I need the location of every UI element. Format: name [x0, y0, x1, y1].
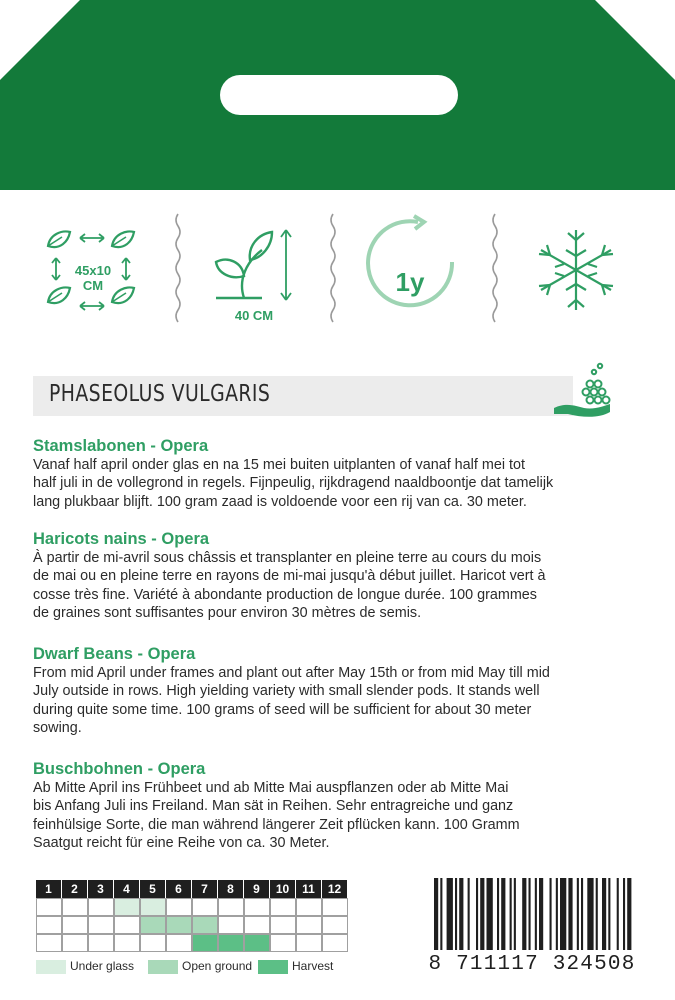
- description-line: lang plukbaar blijft. 100 gram zaad is voldoende voor een rij van ca. 30 meter.: [33, 493, 527, 510]
- latin-name: PHASEOLUS VULGARIS: [49, 381, 271, 407]
- calendar-cell: [322, 934, 348, 952]
- barcode-bar: [476, 878, 478, 950]
- barcode-bar: [581, 878, 583, 950]
- calendar-cell: [166, 916, 192, 934]
- calendar-cell: [114, 916, 140, 934]
- description-text: [33, 664, 634, 738]
- calendar-cell: [322, 898, 348, 916]
- calendar-cell: [218, 934, 244, 952]
- description-line: during quite some time. 100 grams of seed will be sufficient for about 30 meter: [33, 701, 532, 718]
- description-text: [33, 779, 634, 853]
- description-line: feinhülsige Sorte, die man während längerer Zeit pflücken kann. 100 Gramm: [33, 816, 520, 833]
- barcode-bar: [560, 878, 566, 950]
- calendar-cell: [166, 934, 192, 952]
- description-title: Buschbohnen - Opera: [33, 760, 206, 778]
- barcode-bar: [556, 878, 558, 950]
- calendar-cell: [296, 916, 322, 934]
- description-line: de graines sont suffisantes pour environ 30 mètres de semis.: [33, 605, 422, 622]
- growing-info-icons: [0, 210, 675, 340]
- description-line: À partir de mi-avril sous châssis et transplanter en pleine terre au cours du mois: [33, 550, 542, 566]
- calendar-cell: [88, 934, 114, 952]
- calendar-grid: [36, 880, 368, 952]
- calendar-cell: [218, 898, 244, 916]
- calendar-cell: [62, 934, 88, 952]
- barcode-bar: [596, 878, 598, 950]
- barcode-bar: [522, 878, 526, 950]
- calendar-cell: [62, 916, 88, 934]
- snowflake-icon: [539, 230, 613, 310]
- barcode-bar: [487, 878, 493, 950]
- calendar-cell: [88, 916, 114, 934]
- description-section: [33, 645, 643, 738]
- legend-item: [258, 958, 333, 974]
- height-label: 40 CM: [234, 308, 274, 323]
- calendar-cell: [114, 898, 140, 916]
- calendar-month: 6: [166, 880, 192, 898]
- description-title: Stamslabonen - Opera: [33, 437, 209, 455]
- calendar-cell: [114, 934, 140, 952]
- description-section: [33, 437, 643, 511]
- barcode-bar: [447, 878, 453, 950]
- calendar-cell: [296, 934, 322, 952]
- legend-item: [148, 958, 252, 974]
- calendar-cell: [36, 898, 62, 916]
- barcode-bar: [455, 878, 457, 950]
- calendar-cell: [270, 934, 296, 952]
- barcode-bar: [550, 878, 552, 950]
- spacing-label: 45x10 CM: [74, 263, 112, 293]
- hang-hole: [220, 75, 458, 115]
- icon-dividers: [176, 214, 497, 322]
- calendar-cell: [296, 898, 322, 916]
- description-line: Ab Mitte April ins Frühbeet und ab Mitte Mai auspflanzen oder ab Mitte Mai: [33, 780, 509, 796]
- legend-label: Under glass: [70, 959, 135, 973]
- calendar-cell: [36, 934, 62, 952]
- calendar-cell: [270, 916, 296, 934]
- barcode-bar: [577, 878, 579, 950]
- calendar-month: 5: [140, 880, 166, 898]
- calendar-cell: [192, 898, 218, 916]
- calendar-cell: [166, 898, 192, 916]
- legend-swatch: [36, 960, 66, 974]
- description-section: [33, 760, 643, 853]
- calendar-month: 8: [218, 880, 244, 898]
- barcode-bar: [539, 878, 543, 950]
- calendar-cell: [36, 916, 62, 934]
- barcode-bar: [434, 878, 438, 950]
- calendar-month: 4: [114, 880, 140, 898]
- barcode-bar: [501, 878, 505, 950]
- description-text: [33, 456, 634, 511]
- barcode-bar: [468, 878, 470, 950]
- calendar-cell: [244, 916, 270, 934]
- barcode-bar: [459, 878, 463, 950]
- barcode-bar: [627, 878, 631, 950]
- packet-header: [0, 0, 675, 190]
- legend-item: [36, 958, 134, 974]
- description-text: [33, 549, 634, 623]
- calendar-cell: [140, 916, 166, 934]
- description-line: Vanaf half april onder glas en na 15 mei buiten uitplanten of vanaf half mei tot: [33, 457, 526, 473]
- calendar-month: 7: [192, 880, 218, 898]
- barcode-bar: [535, 878, 537, 950]
- barcode-bar: [568, 878, 572, 950]
- calendar-month: 11: [296, 880, 322, 898]
- calendar-month: 12: [322, 880, 348, 898]
- barcode-bar: [617, 878, 619, 950]
- legend-label: Harvest: [292, 959, 334, 973]
- barcode-number: 8 711117 324508: [422, 953, 642, 976]
- calendar-cell: [322, 916, 348, 934]
- calendar-cell: [192, 916, 218, 934]
- calendar-cell: [218, 916, 244, 934]
- calendar-cell: [88, 898, 114, 916]
- legend-swatch: [258, 960, 288, 974]
- barcode-bar: [480, 878, 484, 950]
- barcode-bar: [529, 878, 531, 950]
- description-line: July outside in rows. High yielding variety with small slender pods. It stands well: [33, 683, 540, 700]
- barcode-bar: [602, 878, 606, 950]
- description-line: half juli in de vollegrond in regels. Fijnpeulig, rijkdragend naaldboontje dat tamelijk: [33, 475, 554, 492]
- sowing-calendar: [36, 880, 368, 952]
- calendar-cell: [244, 898, 270, 916]
- barcode-bar: [510, 878, 512, 950]
- calendar-cell: [270, 898, 296, 916]
- calendar-cell: [62, 898, 88, 916]
- barcode-bar: [514, 878, 516, 950]
- seed-sowing-icon: [548, 356, 618, 426]
- barcode-bar: [440, 878, 442, 950]
- calendar-month: 3: [88, 880, 114, 898]
- calendar-month: 9: [244, 880, 270, 898]
- barcode-bar: [497, 878, 499, 950]
- calendar-month: 2: [62, 880, 88, 898]
- description-title: Haricots nains - Opera: [33, 530, 210, 548]
- description-line: cosse très fine. Variété à abondante production de longue durée. 100 grammes: [33, 586, 537, 603]
- description-section: [33, 530, 643, 623]
- description-line: bis Anfang Juli ins Freiland. Man sät in Reihen. Sehr entragreiche und ganz: [33, 798, 514, 815]
- calendar-cell: [192, 934, 218, 952]
- legend-label: Open ground: [182, 959, 253, 973]
- description-title: Dwarf Beans - Opera: [33, 645, 196, 663]
- description-line: de mai ou en pleine terre en rayons de mi-mai jusqu'à début juillet. Haricot vert à: [33, 568, 546, 585]
- description-line: sowing.: [33, 720, 82, 737]
- calendar-month: 1: [36, 880, 62, 898]
- description-line: From mid April under frames and plant out after May 15th or from mid May till mid: [33, 665, 550, 681]
- barcode-bar: [623, 878, 625, 950]
- calendar-cell: [244, 934, 270, 952]
- calendar-cell: [140, 934, 166, 952]
- calendar-month: 10: [270, 880, 296, 898]
- barcode-bar: [587, 878, 593, 950]
- lifecycle-label: 1y: [395, 267, 425, 297]
- barcode-bar: [608, 878, 610, 950]
- description-line: Saatgut reicht für eine Reihe von ca. 30 Meter.: [33, 835, 330, 852]
- plant-height-icon: [216, 230, 291, 300]
- calendar-cell: [140, 898, 166, 916]
- legend-swatch: [148, 960, 178, 974]
